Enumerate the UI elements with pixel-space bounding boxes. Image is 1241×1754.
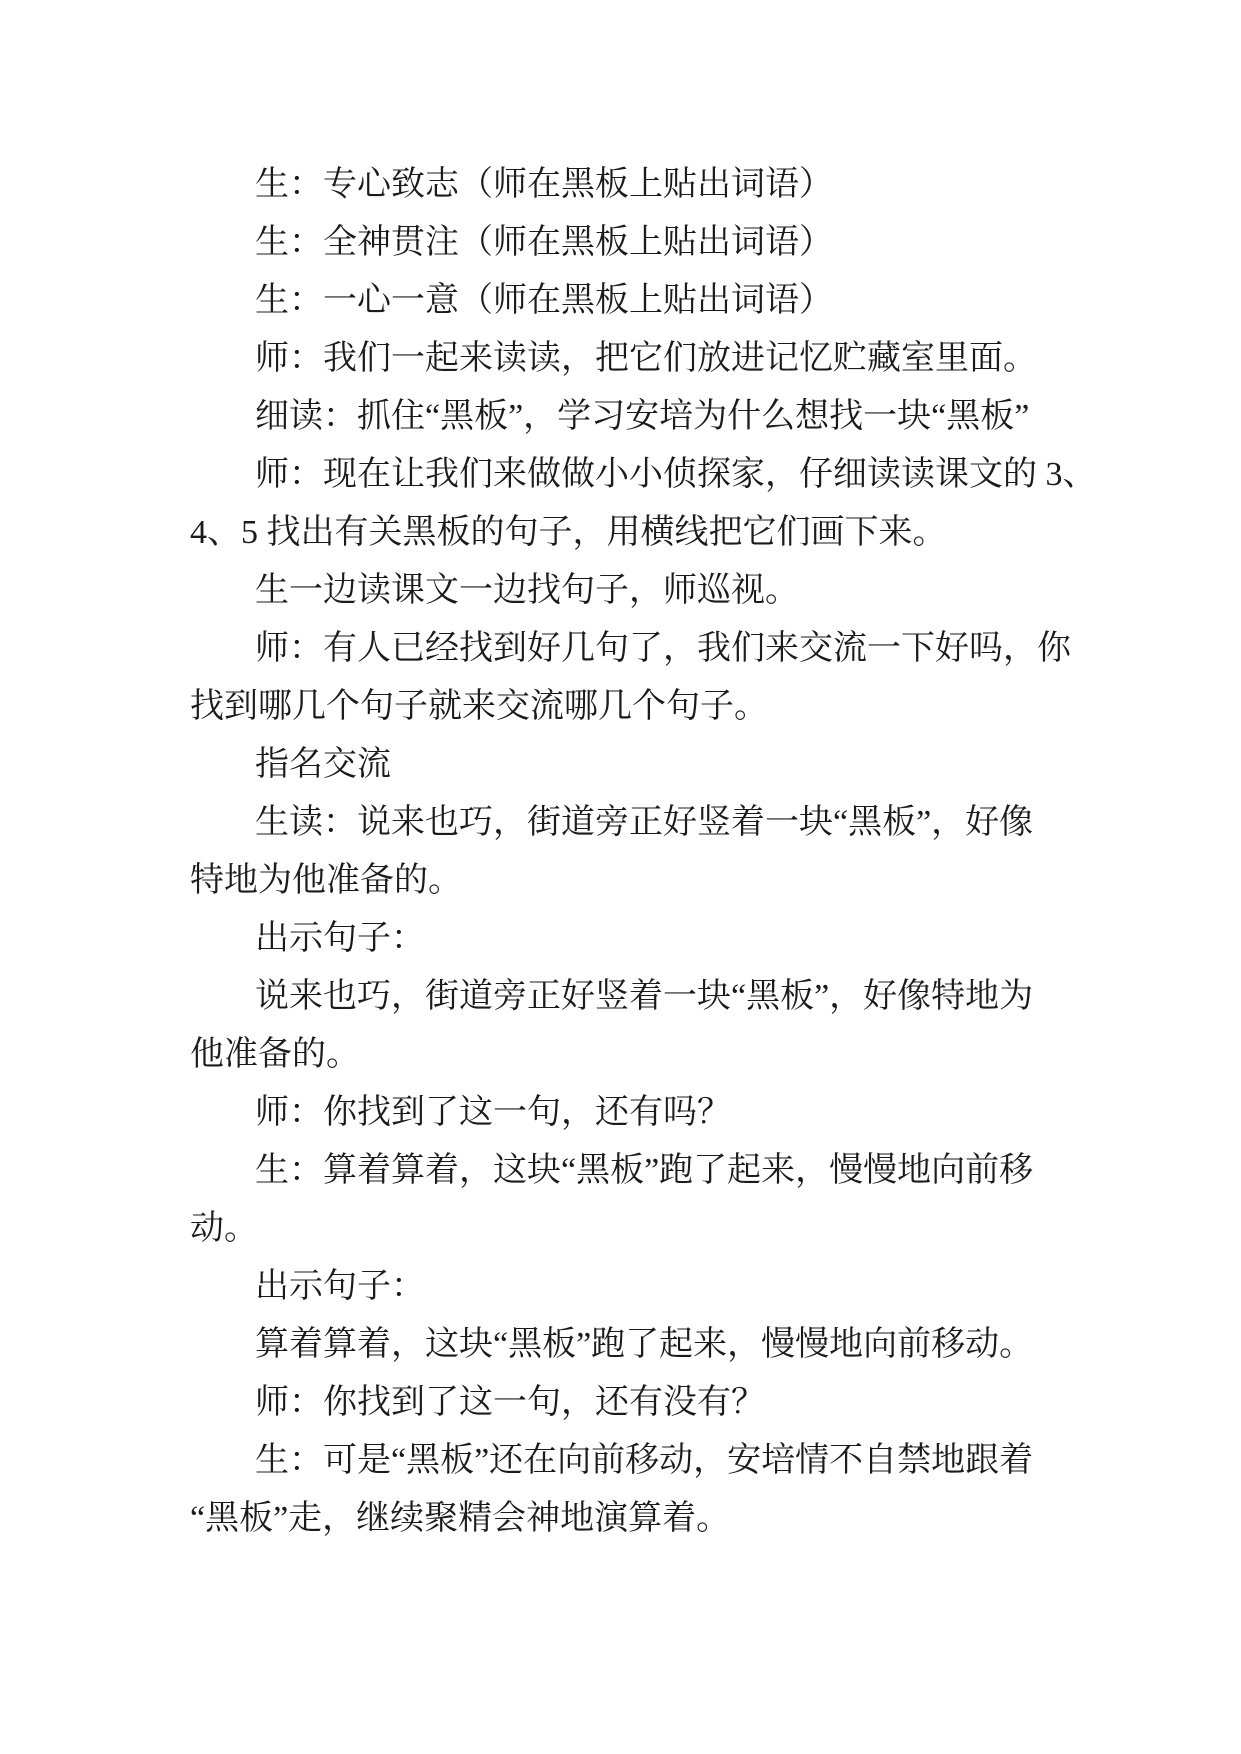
text-line: 师：有人已经找到好几句了，我们来交流一下好吗，你 — [255, 630, 1071, 667]
text-line: 出示句子： — [255, 920, 425, 957]
lesson-transcript — [190, 156, 1097, 1548]
text-line: 找到哪几个句子就来交流哪几个句子。 — [190, 688, 768, 725]
text-line: 生：算着算着，这块“黑板”跑了起来，慢慢地向前移 — [255, 1152, 1034, 1189]
text-line: 生：专心致志（师在黑板上贴出词语） — [255, 166, 833, 203]
text-line: “黑板”走，继续聚精会神地演算着。 — [190, 1500, 731, 1537]
text-line: 算着算着，这块“黑板”跑了起来，慢慢地向前移动。 — [255, 1326, 1034, 1363]
text-line: 指名交流 — [255, 746, 391, 783]
text-line: 生读：说来也巧，街道旁正好竖着一块“黑板”，好像 — [255, 804, 1034, 841]
text-line: 生：一心一意（师在黑板上贴出词语） — [255, 282, 833, 319]
text-line: 师：你找到了这一句，还有吗？ — [255, 1094, 731, 1131]
text-line: 生一边读课文一边找句子，师巡视。 — [255, 572, 799, 609]
text-line: 说来也巧，街道旁正好竖着一块“黑板”，好像特地为 — [255, 978, 1034, 1015]
text-line: 细读：抓住“黑板”，学习安培为什么想找一块“黑板” — [255, 398, 1030, 435]
text-line: 4、5 找出有关黑板的句子，用横线把它们画下来。 — [190, 514, 947, 551]
text-line: 他准备的。 — [190, 1036, 360, 1073]
text-line: 生：可是“黑板”还在向前移动，安培情不自禁地跟着 — [255, 1442, 1034, 1479]
text-line: 出示句子： — [255, 1268, 425, 1305]
text-line: 师：现在让我们来做做小小侦探家，仔细读读课文的 3、 — [255, 456, 1097, 493]
text-line: 特地为他准备的。 — [190, 862, 462, 899]
text-line: 师：我们一起来读读，把它们放进记忆贮藏室里面。 — [255, 340, 1037, 377]
text-line: 生：全神贯注（师在黑板上贴出词语） — [255, 224, 833, 261]
text-line: 动。 — [190, 1210, 258, 1247]
text-line: 师：你找到了这一句，还有没有？ — [255, 1384, 765, 1421]
